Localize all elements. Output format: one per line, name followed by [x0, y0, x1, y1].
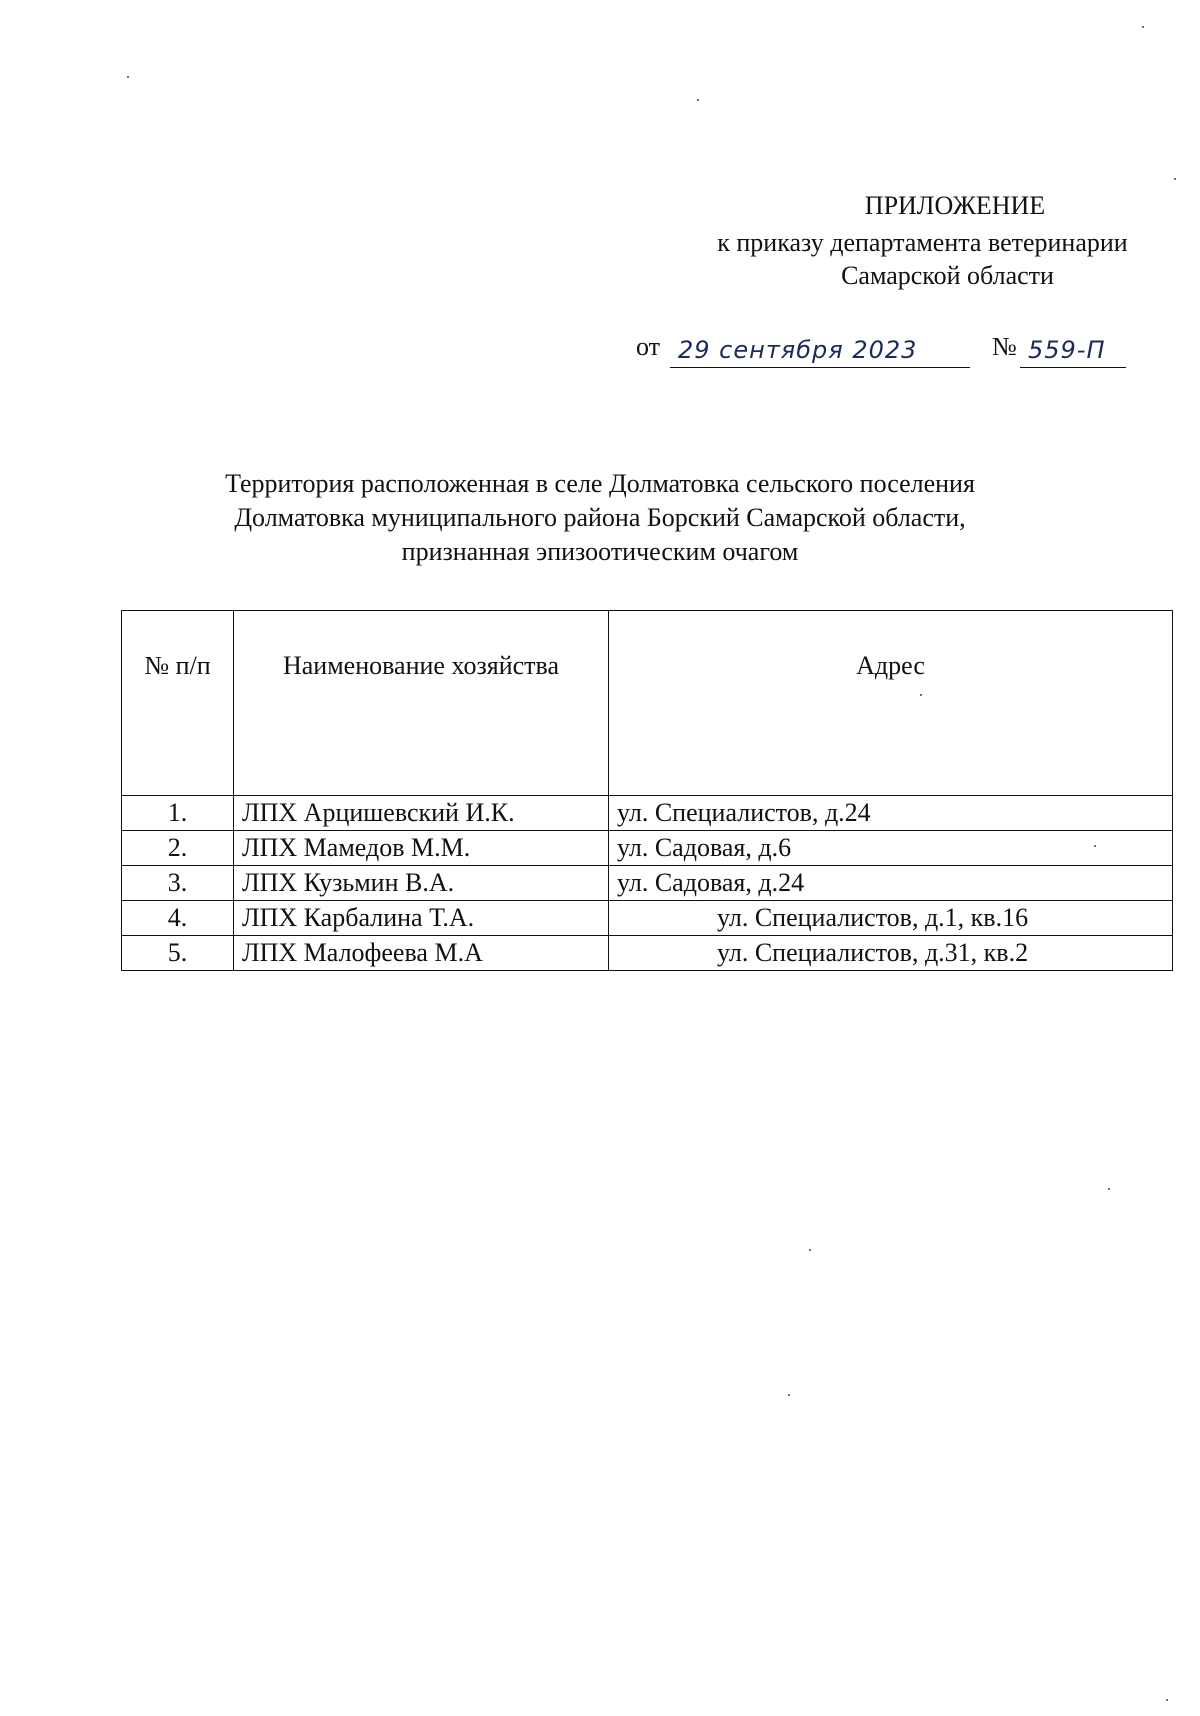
title-line-2: Долматовка муниципального района Борский Самарской области, — [234, 503, 966, 532]
scan-speck — [788, 1394, 790, 1396]
row-number: 1. — [122, 796, 234, 831]
date-underline — [670, 367, 970, 368]
scan-speck — [1094, 845, 1096, 847]
scan-speck — [1174, 178, 1176, 180]
title-line-3: признанная эпизоотическим очагом — [401, 537, 799, 566]
row-number: 3. — [122, 866, 234, 901]
header-address: Адрес — [609, 611, 1173, 796]
row-number: 4. — [122, 901, 234, 936]
farms-table — [121, 610, 1173, 971]
row-address: ул. Специалистов, д.1, кв.16 — [609, 901, 1173, 936]
row-number: 5. — [122, 936, 234, 971]
row-number: 2. — [122, 831, 234, 866]
scan-speck — [1142, 26, 1144, 28]
order-number-label: № — [992, 332, 1017, 361]
scan-speck — [697, 99, 699, 101]
order-number-handwritten: 559-П — [1028, 336, 1106, 364]
row-farm-name: ЛПХ Арцишевский И.К. — [234, 796, 609, 831]
order-date-handwritten: 29 сентября 2023 — [678, 336, 918, 364]
row-farm-name: ЛПХ Мамедов М.М. — [234, 831, 609, 866]
header-number: № п/п — [122, 611, 234, 796]
number-underline — [1020, 367, 1126, 368]
table-row — [122, 796, 1173, 831]
row-farm-name: ЛПХ Кузьмин В.А. — [234, 866, 609, 901]
table-header-row — [122, 611, 1173, 796]
order-from-label: от — [636, 332, 661, 361]
table-row — [122, 901, 1173, 936]
table-row — [122, 866, 1173, 901]
row-farm-name: ЛПХ Малофеева М.А — [234, 936, 609, 971]
scan-speck — [1108, 1188, 1110, 1190]
scan-speck — [920, 694, 922, 696]
appendix-region: Самарской области — [841, 261, 1054, 290]
row-address: ул. Специалистов, д.31, кв.2 — [609, 936, 1173, 971]
title-line-1: Территория расположенная в селе Долматовка сельского поселения — [225, 469, 975, 498]
row-address: ул. Садовая, д.24 — [609, 866, 1173, 901]
row-address: ул. Садовая, д.6 — [609, 831, 1173, 866]
appendix-title: ПРИЛОЖЕНИЕ — [864, 191, 1046, 220]
header-farm-name: Наименование хозяйства — [234, 611, 609, 796]
appendix-reference: к приказу департамента ветеринарии — [717, 228, 1128, 257]
scan-speck — [809, 1249, 811, 1251]
scan-speck — [127, 76, 129, 78]
order-date-number — [636, 328, 1136, 368]
document-title — [150, 467, 1050, 569]
row-farm-name: ЛПХ Карбалина Т.А. — [234, 901, 609, 936]
table-row — [122, 936, 1173, 971]
table-row — [122, 831, 1173, 866]
scan-speck — [1166, 1699, 1168, 1701]
row-address: ул. Специалистов, д.24 — [609, 796, 1173, 831]
